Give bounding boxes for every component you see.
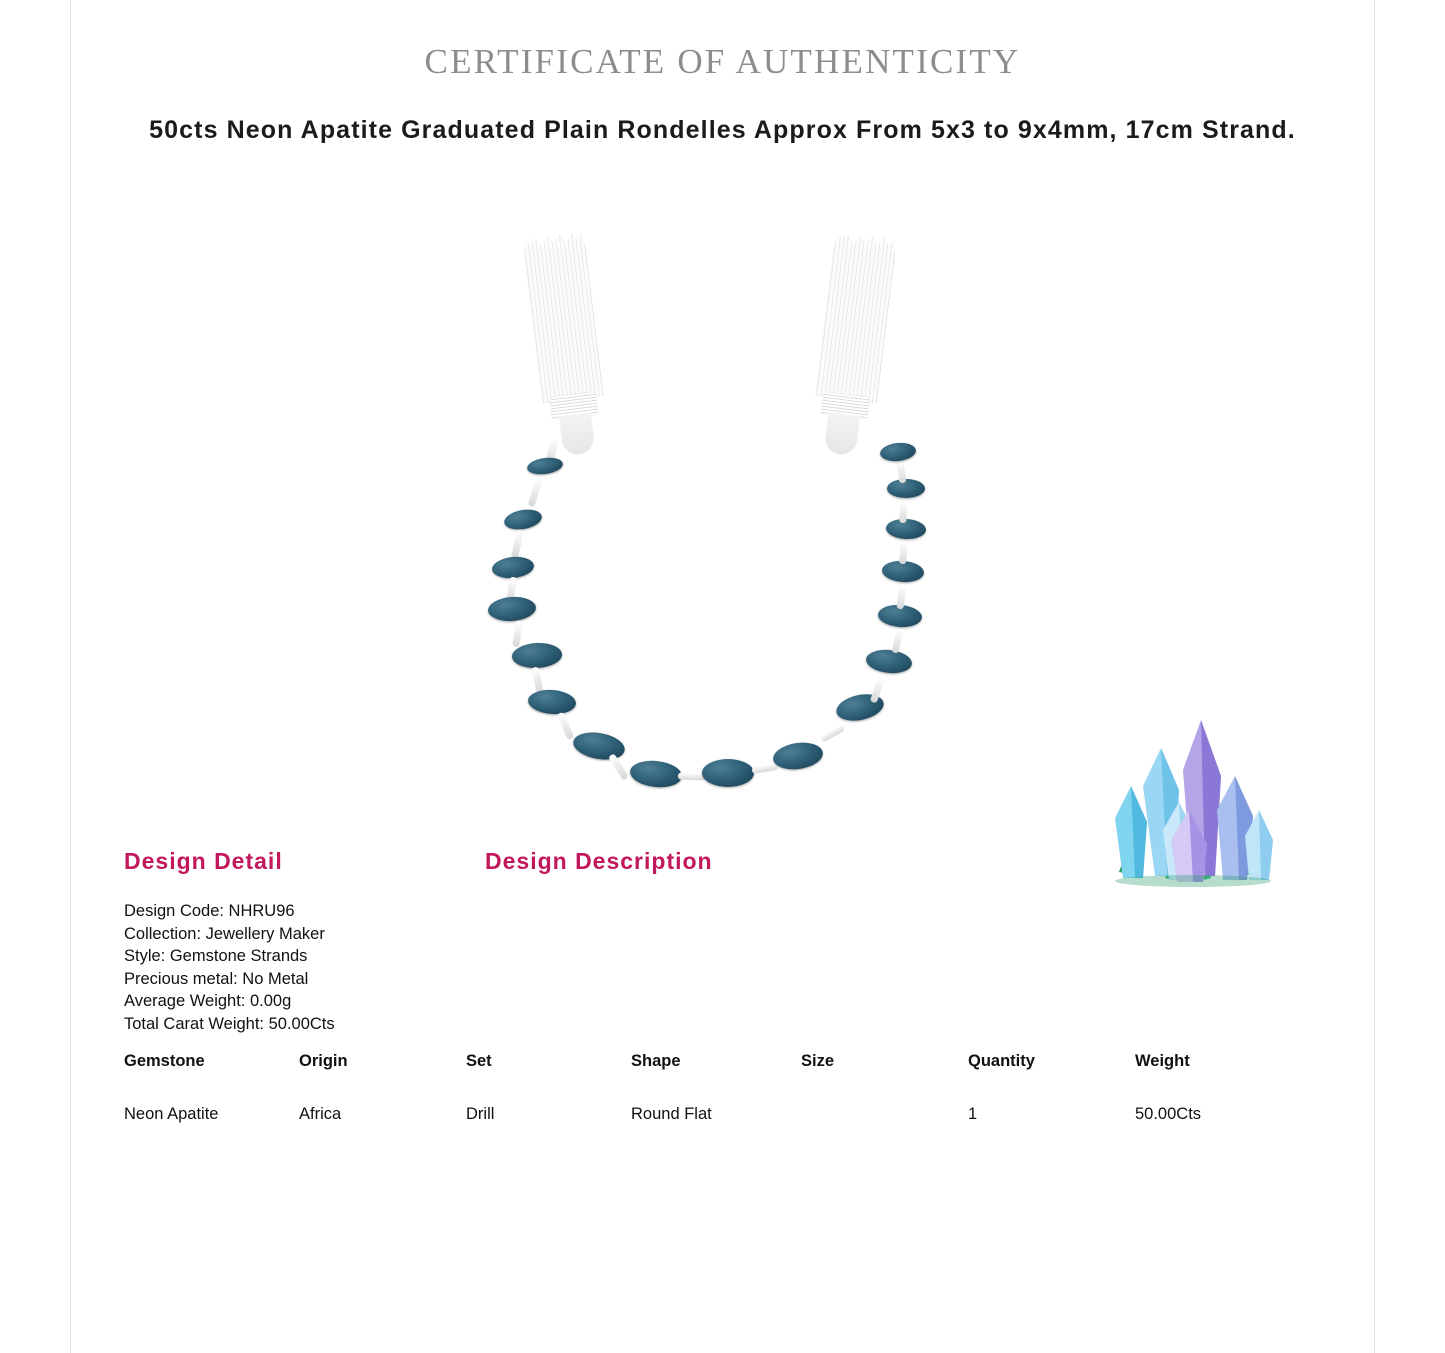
- design-detail-list: [124, 900, 544, 1036]
- strand-spacer: [512, 621, 523, 648]
- gemstone-strand: [470, 225, 990, 825]
- column-header-set: Set: [466, 1052, 492, 1070]
- cell-size: [801, 1105, 968, 1124]
- gemstone-bead: [865, 648, 913, 676]
- strand-spacer: [557, 712, 575, 740]
- gemstone-bead: [526, 456, 564, 477]
- column-header-shape: Shape: [631, 1052, 681, 1070]
- strand-spacer: [608, 753, 629, 780]
- right-margin-rule: [1374, 0, 1375, 1353]
- page-title: CERTIFICATE OF AUTHENTICITY: [424, 42, 1021, 81]
- strand-spacer: [892, 629, 904, 654]
- strand-spacer: [752, 763, 779, 774]
- column-header-gemstone: Gemstone: [124, 1052, 205, 1070]
- column-header-origin: Origin: [299, 1052, 348, 1070]
- product-photo: [470, 225, 990, 825]
- column-header-quantity: Quantity: [968, 1052, 1035, 1070]
- precious-metal: Precious metal: No Metal: [124, 969, 309, 988]
- style: Style: Gemstone Strands: [124, 947, 308, 966]
- cell-shape: Round Flat: [631, 1105, 712, 1123]
- column-header-weight: Weight: [1135, 1052, 1190, 1070]
- gemstone-bead: [571, 729, 627, 764]
- gemstone-bead: [879, 441, 917, 463]
- table-header-row: [124, 1052, 1304, 1105]
- gemstone-bead: [503, 507, 544, 532]
- gemstone-spec-table: [124, 1052, 1304, 1124]
- cell-set: Drill: [466, 1105, 495, 1123]
- design-detail-heading: Design Detail: [124, 848, 283, 874]
- gemstone-bead: [629, 758, 683, 789]
- cell-quantity: 1: [968, 1105, 978, 1123]
- collection: Collection: Jewellery Maker: [124, 924, 325, 943]
- strand-spacer: [820, 724, 845, 743]
- table-row: [124, 1105, 1304, 1124]
- average-weight: Average Weight: 0.00g: [124, 992, 292, 1011]
- gemstone-bead: [511, 642, 562, 670]
- gemstone-bead: [702, 759, 754, 787]
- cell-weight: 50.00Cts: [1135, 1105, 1202, 1123]
- gemstone-bead: [527, 688, 577, 715]
- cell-origin: Africa: [299, 1105, 342, 1123]
- column-header-size: Size: [801, 1052, 835, 1070]
- gemstone-bead: [771, 740, 824, 773]
- left-margin-rule: [70, 0, 71, 1353]
- total-carat-weight: Total Carat Weight: 50.00Cts: [124, 1014, 335, 1033]
- strand-spacer: [870, 677, 885, 704]
- design-code: Design Code: NHRU96: [124, 902, 295, 920]
- crystal-cluster-logo-icon: [1105, 690, 1280, 890]
- strand-spacer: [528, 477, 544, 508]
- gemstone-bead: [887, 479, 925, 498]
- cell-gemstone: Neon Apatite: [124, 1105, 219, 1123]
- product-title: 50cts Neon Apatite Graduated Plain Rondelles Approx From 5x3 to 9x4mm, 17cm Strand.: [149, 116, 1296, 144]
- design-description-heading: Design Description: [485, 848, 713, 874]
- strand-spacer: [511, 530, 524, 559]
- gemstone-bead: [487, 595, 537, 622]
